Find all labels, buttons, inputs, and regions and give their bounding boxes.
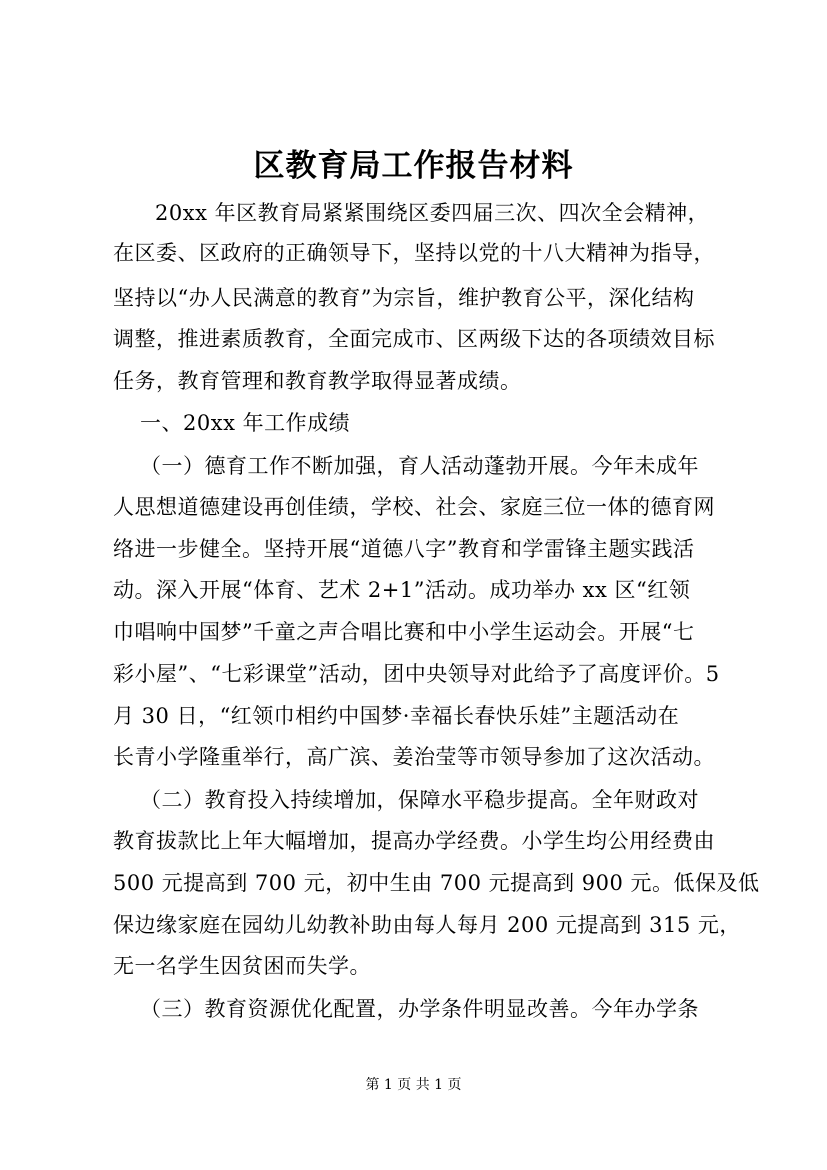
paragraph-1-line-1: 20xx 年区教育局紧紧围绕区委四届三次、四次全会精神，	[155, 201, 710, 225]
paragraph-3-line-5: 无一名学生因贫困而失学。	[113, 954, 371, 978]
paragraph-1-line-3: 坚持以“办人民满意的教育”为宗旨，维护教育公平，深化结构	[113, 286, 695, 310]
paragraph-3-line-2: 教育拔款比上年大幅增加，提高办学经费。小学生均公用经费由	[113, 829, 715, 853]
paragraph-2-line-2: 人思想道德建设再创佳绩，学校、社会、家庭三位一体的德育网	[113, 495, 715, 519]
paragraph-3-line-1: （二）教育投入持续增加，保障水平稳步提高。全年财政对	[140, 788, 699, 812]
paragraph-2-line-4: 动。深入开展“体育、艺术 2+1”活动。成功举办 xx 区“红领	[113, 578, 691, 602]
paragraph-4-line-1: （三）教育资源优化配置，办学条件明显改善。今年办学条	[140, 997, 699, 1021]
paragraph-2-line-3: 络进一步健全。坚持开展“道德八字”教育和学雷锋主题实践活	[113, 537, 695, 561]
paragraph-2-line-6: 彩小屋”、“七彩课堂”活动，团中央领导对此给予了高度评价。5	[113, 662, 720, 686]
paragraph-2-line-7: 月 30 日，“红领巾相约中国梦·幸福长春快乐娃”主题活动在	[113, 704, 680, 728]
document-title: 区教育局工作报告材料	[253, 148, 574, 184]
paragraph-2-line-8: 长青小学隆重举行，高广滨、姜治莹等市领导参加了这次活动。	[113, 745, 715, 769]
paragraph-1-line-5: 任务，教育管理和教育教学取得显著成绩。	[113, 369, 522, 393]
paragraph-2-line-1: （一）德育工作不断加强，育人活动蓬勃开展。今年未成年	[140, 454, 699, 478]
paragraph-2-line-5: 巾唱响中国梦”千童之声合唱比赛和中小学生运动会。开展“七	[113, 620, 695, 644]
paragraph-1-line-4: 调整，推进素质教育，全面完成市、区两级下达的各项绩效目标	[113, 327, 715, 351]
paragraph-3-line-3: 500 元提高到 700 元，初中生由 700 元提高到 900 元。低保及低	[113, 871, 760, 895]
section-heading: 一、20xx 年工作成绩	[140, 411, 351, 435]
paragraph-3-line-4: 保边缘家庭在园幼儿幼教补助由每人每月 200 元提高到 315 元，	[113, 913, 741, 937]
page-footer: 第 1 页 共 1 页	[365, 1077, 462, 1093]
paragraph-1-line-2: 在区委、区政府的正确领导下，坚持以党的十八大精神为指导，	[113, 241, 715, 265]
